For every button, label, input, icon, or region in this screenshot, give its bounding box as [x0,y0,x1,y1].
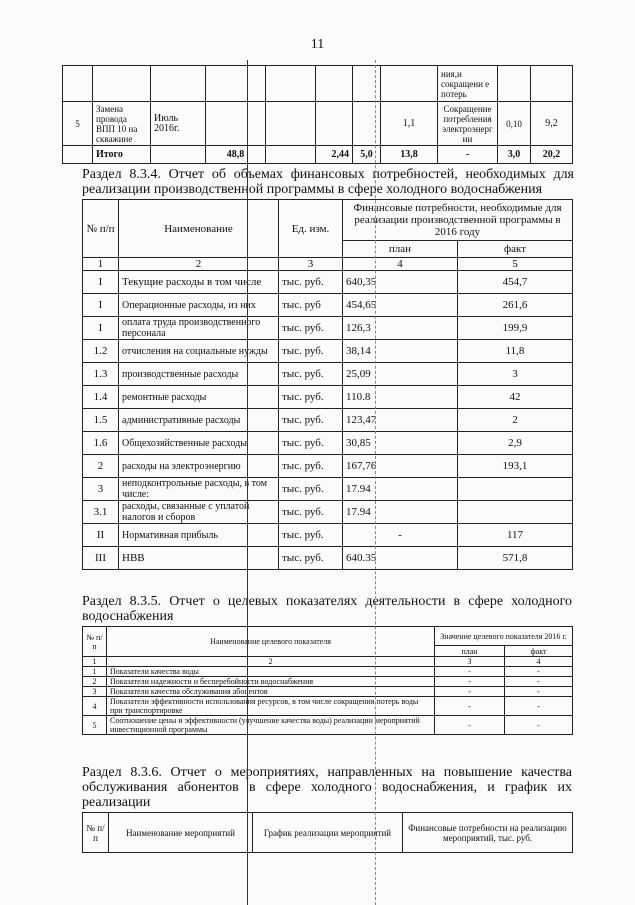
header-schedule: График реализации мероприятий [253,813,403,853]
target-indicators-table [82,626,573,735]
row-cell [353,102,381,146]
header-unit: Ед. изм. [279,200,343,258]
row-name: Операционные расходы, из них [119,294,279,317]
column-number: 1 [83,258,119,271]
row-unit: тыс. руб. [279,432,343,455]
row-fact: - [505,716,573,735]
row-num: 2 [83,455,119,478]
table-row [83,317,573,340]
total-row [63,146,573,164]
row-num: III [83,547,119,570]
row-unit: тыс. руб. [279,547,343,570]
row-fact: 571,8 [458,547,573,570]
row-fact: - [505,667,573,677]
table-row [63,102,573,146]
row-num: II [83,524,119,547]
row-num: I [83,317,119,340]
header-num: № п/п [83,200,119,258]
table-row [83,432,573,455]
row-unit: тыс. руб. [279,363,343,386]
row-fact [458,478,573,501]
row-name: производственные расходы [119,363,279,386]
row-cell: 20,2 [531,146,573,164]
row-num: 3 [83,687,107,697]
row-effect: ния,и сокращени е потерь [438,66,498,102]
row-name: административные расходы [119,409,279,432]
service-measures-table [82,812,573,853]
row-plan: - [435,667,505,677]
table-header-row [83,200,573,241]
row-num: I [83,271,119,294]
table-row [83,697,573,716]
table-row [83,363,573,386]
row-cell [266,66,316,102]
row-name: отчисления на социальные нужды [119,340,279,363]
section-836-heading: Раздел 8.3.6. Отчет о мероприятиях, направленных на повышение качества обслуживания абонентов в сфере холодного водоснабжения, и график их реализации [82,765,572,810]
row-num: 3.1 [83,501,119,524]
column-number: 3 [435,657,505,667]
scan-dashed-line [375,60,376,905]
column-number: 4 [505,657,573,667]
row-name: Нормативная прибыль [119,524,279,547]
row-num: 1.2 [83,340,119,363]
table-row [83,524,573,547]
column-number: 4 [343,258,458,271]
header-plan: план [343,241,458,258]
row-name: Замена провода ВПП 10 на скважине [93,102,151,146]
table-header-row [83,627,573,646]
row-unit: тыс. руб. [279,386,343,409]
row-num: I [83,294,119,317]
header-fact: факт [505,646,573,657]
header-name: Наименование мероприятий [109,813,253,853]
financial-needs-rows [83,271,573,570]
row-cell: 1,1 [381,102,438,146]
scan-fold-line [247,60,248,905]
row-cell: - [438,146,498,164]
row-plan: 640.35 [343,547,458,570]
row-cell: 48,8 [206,146,266,164]
header-plan: план [435,646,505,657]
measures-table-continuation [62,65,573,164]
header-fact: факт [458,241,573,258]
row-plan: - [343,524,458,547]
table-row [83,478,573,501]
row-num: 4 [83,697,107,716]
table-row [83,716,573,735]
row-name: ремонтные расходы [119,386,279,409]
row-plan: 17.94 [343,478,458,501]
row-name: Показатели качества обслуживания абонентов [107,687,435,697]
column-number-row [83,657,573,667]
row-cell [353,66,381,102]
row-cell [316,66,353,102]
row-cell [266,146,316,164]
row-unit: тыс. руб. [279,340,343,363]
row-name: оплата труда производственного персонала [119,317,279,340]
row-unit: тыс. руб. [279,409,343,432]
row-fact [458,501,573,524]
row-fact: - [505,687,573,697]
column-number-row [83,258,573,271]
row-fact: 2,9 [458,432,573,455]
header-financial-needs: Финансовые потребности, необходимые для реализации производственной программы в 2016 году [343,200,573,241]
page-number: 11 [310,37,325,52]
row-cell: 13,8 [381,146,438,164]
table-row [83,386,573,409]
row-fact: 199,9 [458,317,573,340]
row-name: Показатели эффективности использования ресурсов, в том числе сокращения потерь воды при транспортировке [107,697,435,716]
row-cell [206,102,266,146]
row-cell: 0,10 [498,102,531,146]
row-fact: 261,6 [458,294,573,317]
row-cell [206,66,266,102]
row-plan: 25,09 [343,363,458,386]
row-fact: 42 [458,386,573,409]
header-value: Значение целевого показателя 2016 г. [435,627,573,646]
row-unit: тыс. руб. [279,501,343,524]
row-unit: тыс. руб. [279,455,343,478]
row-unit: тыс. руб. [279,271,343,294]
row-plan: 123,47 [343,409,458,432]
row-date: Июль 2016г. [151,102,206,146]
row-name: неподконтрольные расходы, в том числе: [119,478,279,501]
row-unit: тыс. руб. [279,317,343,340]
row-cell [531,66,573,102]
row-unit: тыс. руб. [279,524,343,547]
row-num: 5 [63,102,93,146]
row-num: 1.6 [83,432,119,455]
header-num: № п/п [83,627,107,657]
row-cell: 3,0 [498,146,531,164]
row-plan: 38,14 [343,340,458,363]
row-num: 1.4 [83,386,119,409]
row-name: НВВ [119,547,279,570]
row-name: Показатели качества воды [107,667,435,677]
row-date [151,146,206,164]
row-cell [381,66,438,102]
column-number: 1 [83,657,107,667]
table-row [83,677,573,687]
row-num: 1 [83,667,107,677]
column-number: 5 [458,258,573,271]
row-fact: 454,7 [458,271,573,294]
row-plan: - [435,716,505,735]
table-row [83,294,573,317]
row-num: 1.5 [83,409,119,432]
table-header-row [83,813,573,853]
row-date [151,66,206,102]
row-name: Общехозяйственные расходы [119,432,279,455]
row-plan: - [435,697,505,716]
row-name: расходы на электроэнергию [119,455,279,478]
row-cell: 5,0 [353,146,381,164]
column-number: 2 [107,657,435,667]
row-fact: 117 [458,524,573,547]
row-plan: 17.94 [343,501,458,524]
table-row [83,271,573,294]
table-row [83,667,573,677]
row-name: Текущие расходы в том числе [119,271,279,294]
row-effect: Сокращение потребления электроэнерг ии [438,102,498,146]
table-row [83,687,573,697]
row-fact: 3 [458,363,573,386]
row-plan: 110.8 [343,386,458,409]
header-num: № п/п [83,813,109,853]
total-label: Итого [93,146,151,164]
row-unit: тыс. руб. [279,478,343,501]
row-name: Показатели надежности и бесперебойности водоснабжения [107,677,435,687]
row-num [63,66,93,102]
row-plan: 126,3 [343,317,458,340]
financial-needs-table [82,199,573,570]
row-fact: 2 [458,409,573,432]
table-row [83,455,573,478]
row-fact: 11,8 [458,340,573,363]
row-num: 3 [83,478,119,501]
row-plan: - [435,677,505,687]
row-cell [316,102,353,146]
row-fact: - [505,677,573,687]
table-row [83,409,573,432]
header-name: Наименование [119,200,279,258]
row-plan: 640,35 [343,271,458,294]
row-name: Соотношение цены и эффективности (улучшение качества воды) реализации мероприятий инвестиционной программы [107,716,435,735]
table-row [83,501,573,524]
row-cell: 2,44 [316,146,353,164]
row-num [63,146,93,164]
row-plan: - [435,687,505,697]
row-plan: 30,85 [343,432,458,455]
section-834-heading: Раздел 8.3.4. Отчет об объемах финансовых потребностей, необходимых для реализации производственной программы в сфере холодного водоснабжения [82,167,574,197]
row-cell [498,66,531,102]
row-fact: 193,1 [458,455,573,478]
row-unit: тыс. руб [279,294,343,317]
header-name: Наименование целевого показателя [107,627,435,657]
row-cell [266,102,316,146]
row-cell: 9,2 [531,102,573,146]
row-num: 1.3 [83,363,119,386]
row-plan: 454,65 [343,294,458,317]
row-num: 5 [83,716,107,735]
row-name [93,66,151,102]
table-row [83,340,573,363]
table-row [63,66,573,102]
column-number: 2 [119,258,279,271]
row-plan: 167,76 [343,455,458,478]
column-number: 3 [279,258,343,271]
section-835-heading: Раздел 8.3.5. Отчет о целевых показателях деятельности в сфере холодного водоснабжения [82,594,572,624]
table-row [83,547,573,570]
header-finance: Финансовые потребности на реализацию мероприятий, тыс. руб. [403,813,573,853]
row-num: 2 [83,677,107,687]
row-fact: - [505,697,573,716]
row-name: расходы, связанные с уплатой налогов и сборов [119,501,279,524]
